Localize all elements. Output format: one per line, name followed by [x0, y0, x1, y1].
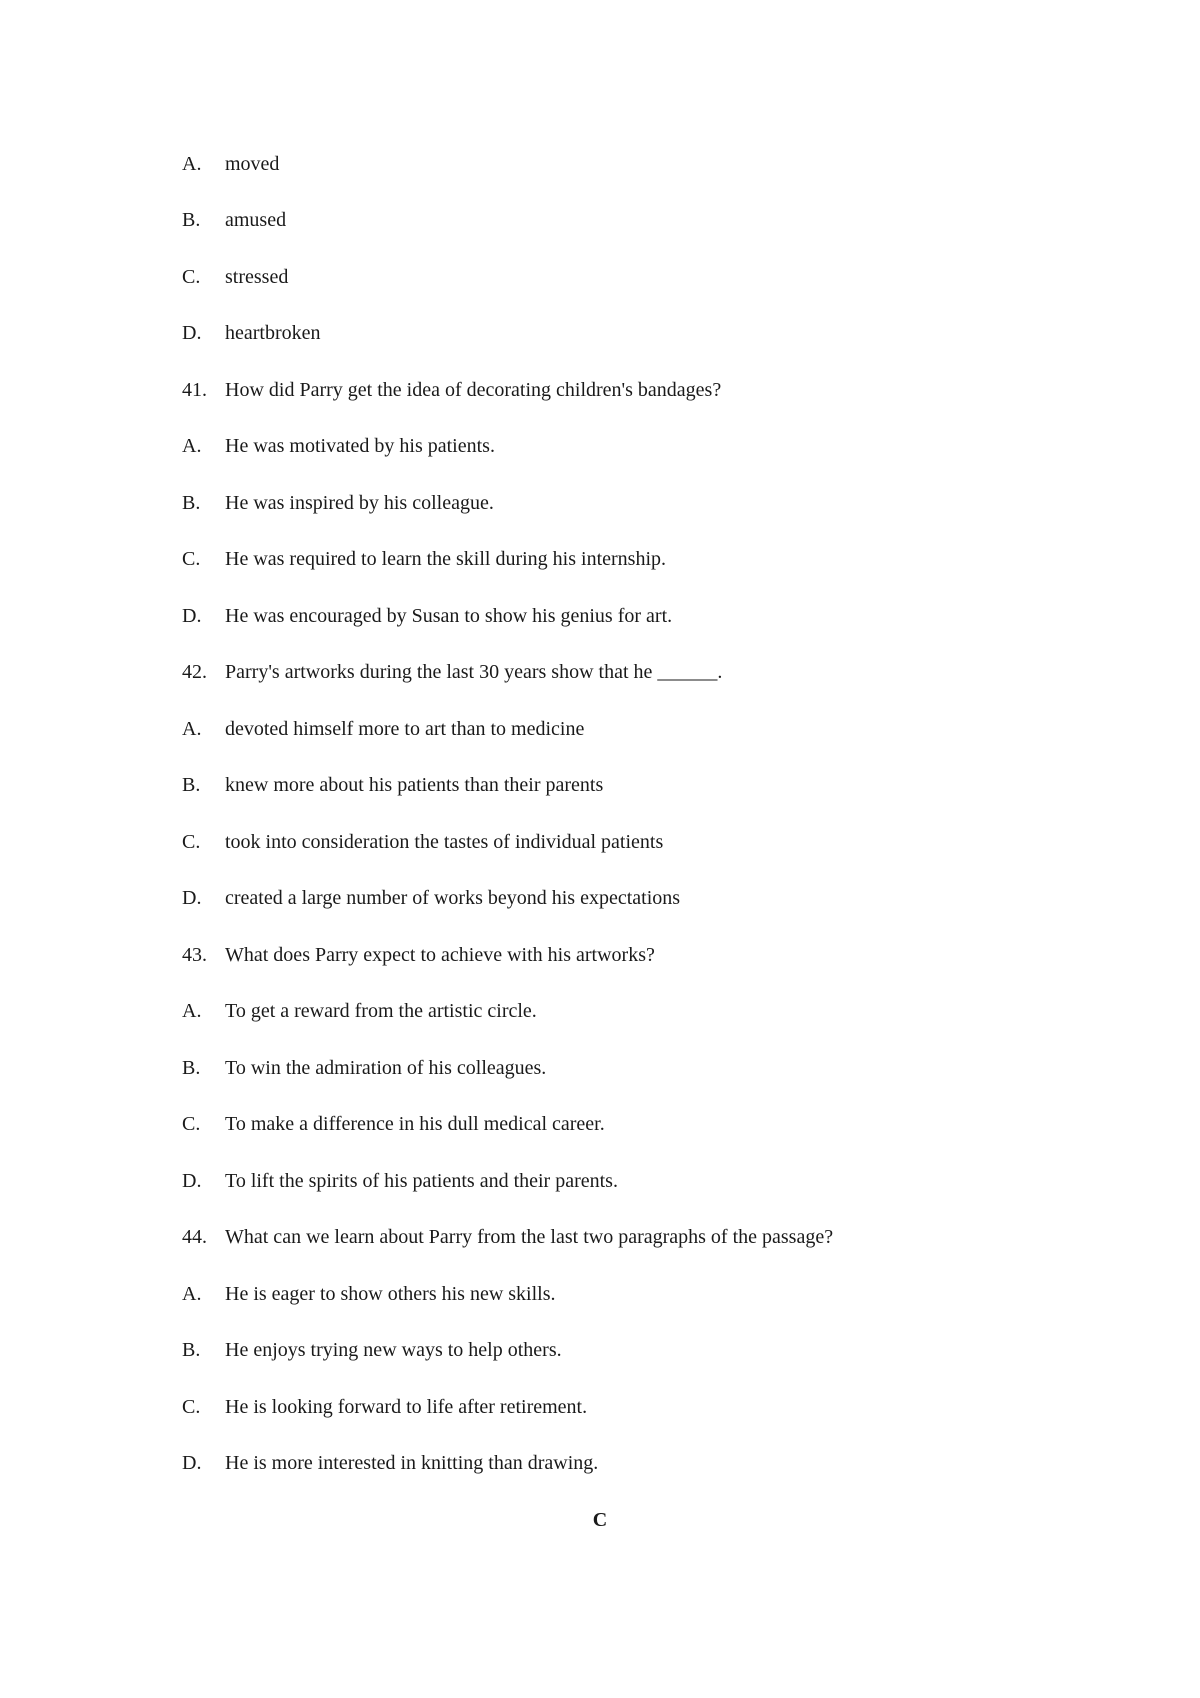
option-b	[182, 205, 286, 235]
option-text: stressed	[225, 266, 289, 288]
option-b	[182, 488, 494, 518]
option-text: devoted himself more to art than to medicine	[225, 718, 585, 740]
option-label: B.	[182, 774, 201, 796]
option-text: He was motivated by his patients.	[225, 435, 495, 457]
question-42	[182, 657, 722, 687]
option-text: knew more about his patients than their parents	[225, 774, 604, 796]
option-text: He is more interested in knitting than drawing.	[225, 1452, 599, 1474]
question-text: What can we learn about Parry from the last two paragraphs of the passage?	[225, 1226, 834, 1248]
option-d	[182, 883, 680, 913]
option-d	[182, 601, 672, 631]
option-b	[182, 1053, 546, 1083]
option-text: created a large number of works beyond his expectations	[225, 887, 681, 909]
option-text: To win the admiration of his colleagues.	[225, 1057, 547, 1079]
option-d	[182, 1448, 598, 1478]
option-a	[182, 431, 495, 461]
option-label: C.	[182, 1396, 201, 1418]
question-text: How did Parry get the idea of decorating children's bandages?	[225, 379, 722, 401]
option-a	[182, 996, 537, 1026]
option-text: He is eager to show others his new skills.	[225, 1283, 556, 1305]
option-label: D.	[182, 322, 202, 344]
question-44	[182, 1222, 833, 1252]
option-c	[182, 827, 663, 857]
option-label: A.	[182, 1283, 202, 1305]
option-label: C.	[182, 266, 201, 288]
option-label: B.	[182, 209, 201, 231]
option-text: He is looking forward to life after retirement.	[225, 1396, 588, 1418]
option-label: B.	[182, 1057, 201, 1079]
option-label: C.	[182, 831, 201, 853]
option-d	[182, 1166, 618, 1196]
option-text: To make a difference in his dull medical career.	[225, 1113, 605, 1135]
option-label: D.	[182, 1452, 202, 1474]
option-text: He was inspired by his colleague.	[225, 492, 494, 514]
option-b	[182, 770, 603, 800]
option-text: He enjoys trying new ways to help others.	[225, 1339, 562, 1361]
option-a	[182, 1279, 556, 1309]
question-text: Parry's artworks during the last 30 years show that he ______.	[225, 661, 723, 683]
option-text: took into consideration the tastes of individual patients	[225, 831, 664, 853]
question-text: What does Parry expect to achieve with his artworks?	[225, 944, 655, 966]
option-label: D.	[182, 887, 202, 909]
option-label: B.	[182, 492, 201, 514]
option-text: He was encouraged by Susan to show his genius for art.	[225, 605, 673, 627]
option-text: He was required to learn the skill during his internship.	[225, 548, 667, 570]
option-text: moved	[225, 153, 280, 175]
option-label: D.	[182, 605, 202, 627]
section-heading: C	[592, 1509, 608, 1531]
question-41	[182, 375, 721, 405]
question-number: 41.	[182, 379, 207, 401]
question-43	[182, 940, 655, 970]
option-label: A.	[182, 153, 202, 175]
option-label: A.	[182, 718, 202, 740]
option-label: A.	[182, 1000, 202, 1022]
option-text: To lift the spirits of his patients and their parents.	[225, 1170, 618, 1192]
question-number: 44.	[182, 1226, 207, 1248]
question-number: 42.	[182, 661, 207, 683]
option-label: A.	[182, 435, 202, 457]
option-label: D.	[182, 1170, 202, 1192]
option-c	[182, 1109, 605, 1139]
option-b	[182, 1335, 562, 1365]
option-text: To get a reward from the artistic circle.	[225, 1000, 537, 1022]
option-c	[182, 262, 288, 292]
option-c	[182, 1392, 587, 1422]
question-number: 43.	[182, 944, 207, 966]
option-c	[182, 544, 666, 574]
option-label: C.	[182, 548, 201, 570]
option-d	[182, 318, 321, 348]
option-label: B.	[182, 1339, 201, 1361]
option-label: C.	[182, 1113, 201, 1135]
option-a	[182, 714, 584, 744]
option-a	[182, 149, 279, 179]
option-text: heartbroken	[225, 322, 321, 344]
option-text: amused	[225, 209, 287, 231]
